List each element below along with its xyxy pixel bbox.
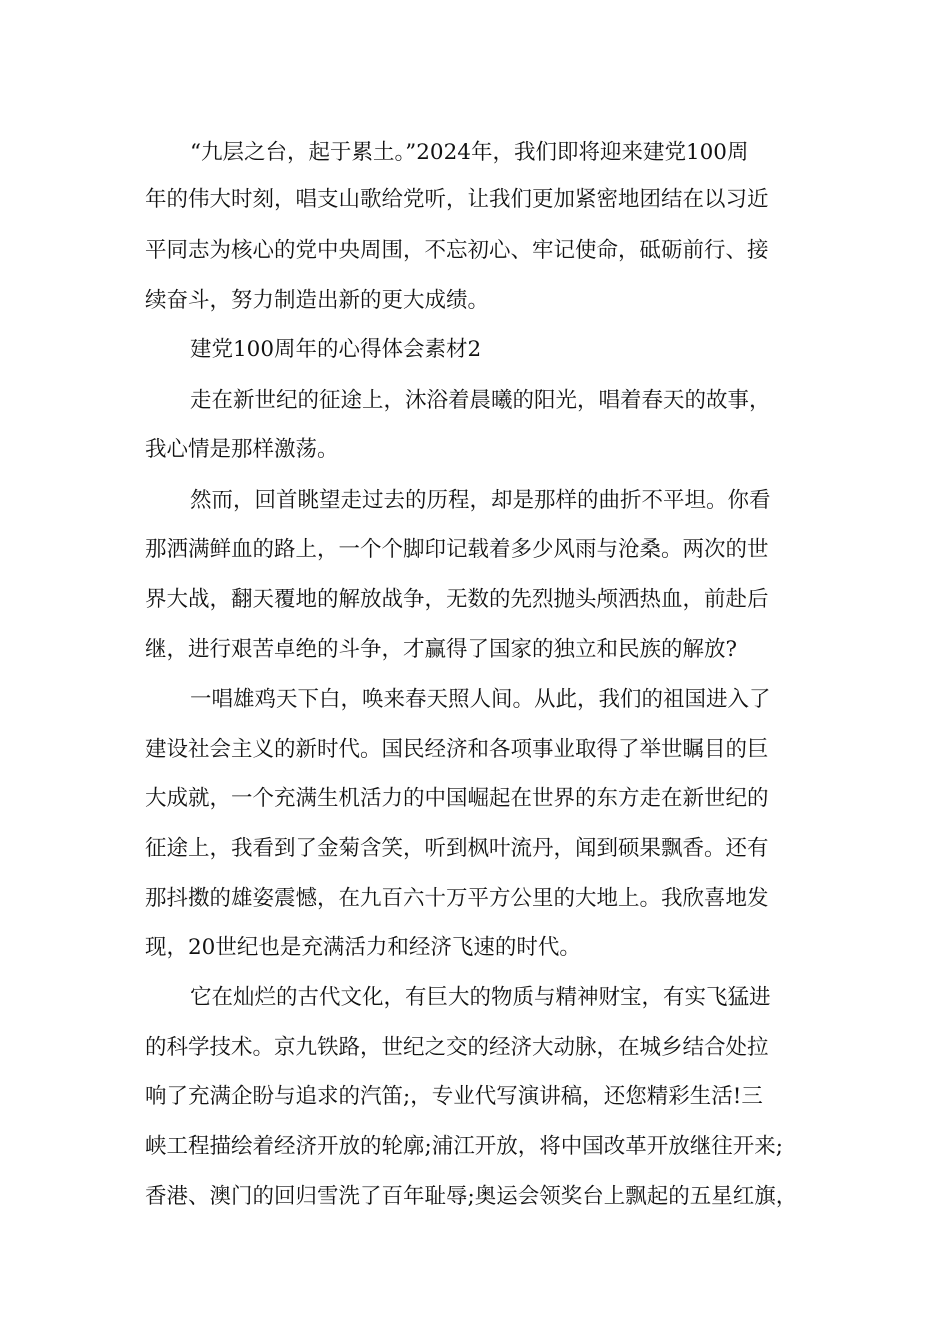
text-line: 建设社会主义的新时代。国民经济和各项事业取得了举世瞩目的巨: [145, 737, 769, 762]
text-line: 平同志为核心的党中央周围，不忘初心、牢记使命，砥砺前行、接: [145, 238, 769, 263]
text-line: 的科学技术。京九铁路，世纪之交的经济大动脉，在城乡结合处拉: [145, 1035, 769, 1060]
section-heading: 建党100周年的心得体会素材2: [190, 337, 482, 362]
text-line: 峡工程描绘着经济开放的轮廓;浦江开放，将中国改革开放继往开来;: [145, 1134, 783, 1159]
text-line: 我心情是那样激荡。: [145, 437, 339, 462]
text-line: 年的伟大时刻，唱支山歌给党听，让我们更加紧密地团结在以习近: [145, 187, 769, 212]
text-line: 香港、澳门的回归雪洗了百年耻辱;奥运会领奖台上飘起的五星红旗，: [145, 1184, 798, 1209]
text-line: 然而，回首眺望走过去的历程，却是那样的曲折不平坦。你看: [190, 488, 771, 513]
text-line: “九层之台，起于累土。”2024年，我们即将迎来建党100周: [190, 140, 749, 165]
text-line: 征途上，我看到了金菊含笑，听到枫叶流丹，闻到硕果飘香。还有: [145, 836, 769, 861]
text-line: 一唱雄鸡天下白，唤来春天照人间。从此，我们的祖国进入了: [190, 687, 771, 712]
text-line: 那抖擞的雄姿震憾，在九百六十万平方公里的大地上。我欣喜地发: [145, 886, 769, 911]
text-line: 响了充满企盼与追求的汽笛;，专业代写演讲稿，还您精彩生活!三: [145, 1084, 763, 1109]
text-line: 大成就，一个充满生机活力的中国崛起在世界的东方走在新世纪的: [145, 786, 769, 811]
text-line: 续奋斗，努力制造出新的更大成绩。: [145, 288, 490, 313]
text-line: 它在灿烂的古代文化，有巨大的物质与精神财宝，有实飞猛进: [190, 985, 771, 1010]
text-line: 那洒满鲜血的路上，一个个脚印记载着多少风雨与沧桑。两次的世: [145, 537, 769, 562]
text-line: 走在新世纪的征途上，沐浴着晨曦的阳光，唱着春天的故事，: [190, 388, 771, 413]
text-line: 界大战，翻天覆地的解放战争，无数的先烈抛头颅洒热血，前赴后: [145, 587, 769, 612]
text-line: 现，20世纪也是充满活力和经济飞速的时代。: [145, 935, 581, 960]
text-line: 继，进行艰苦卓绝的斗争，才赢得了国家的独立和民族的解放?: [145, 637, 738, 662]
